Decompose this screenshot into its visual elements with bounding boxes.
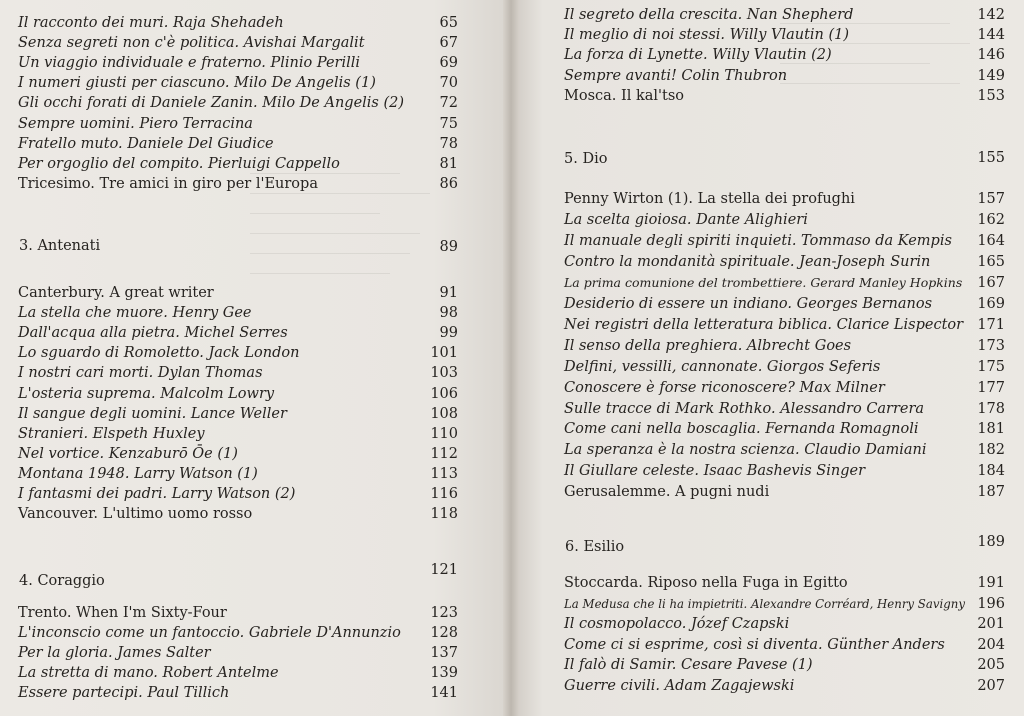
toc-entry (564, 636, 1005, 654)
toc-entry-page-number: 167 (977, 274, 1005, 291)
toc-entry-page-number: 81 (439, 155, 458, 172)
section-page-number: 155 (977, 150, 1005, 166)
toc-entry (564, 462, 1005, 480)
toc-entry-page-number: 184 (977, 463, 1005, 480)
toc-entry-title: L'osteria suprema. Malcolm Lowry (18, 385, 275, 402)
toc-entry-page-number: 157 (977, 191, 1005, 207)
toc-entry-title: Nei registri della letteratura biblica. Clarice Lispector (564, 316, 964, 333)
toc-entry-page-number: 112 (430, 445, 458, 462)
toc-entry (564, 420, 1005, 438)
toc-entry-page-number: 146 (977, 47, 1005, 64)
toc-entry-title: Conoscere è forse riconoscere? Max Milner (564, 379, 885, 396)
toc-entry-page-number: 196 (977, 595, 1005, 612)
toc-entry-title: Delfini, vessilli, cannonate. Giorgos Seferis (564, 358, 881, 375)
toc-entry (564, 26, 1005, 44)
toc-entry-title: Come ci si esprime, così si diventa. Günther Anders (564, 636, 945, 653)
toc-entry-title: Vancouver. L'ultimo uomo rosso (18, 506, 253, 523)
toc-entry-page-number: 182 (977, 442, 1005, 459)
toc-entry-title: Sempre avanti! Colin Thubron (564, 67, 788, 84)
toc-entry-page-number: 108 (430, 405, 458, 422)
toc-entry (564, 483, 1005, 501)
toc-entry (564, 67, 1005, 85)
toc-entry-page-number: 106 (430, 385, 458, 402)
toc-entry (564, 232, 1005, 250)
toc-entry (564, 358, 1005, 376)
toc-entry-page-number: 137 (430, 645, 458, 661)
toc-entry-page-number: 128 (430, 625, 458, 641)
toc-entry (564, 6, 1005, 24)
toc-entry-title: Contro la mondanità spirituale. Jean-Joseph Surin (564, 253, 931, 270)
toc-entry (564, 574, 1005, 592)
toc-entry-page-number: 191 (977, 575, 1005, 591)
toc-entry-title: Dall'acqua alla pietra. Michel Serres (18, 325, 288, 342)
section-heading: 3. Antenati (19, 238, 101, 254)
toc-entry-page-number: 169 (977, 295, 1005, 312)
toc-entry-page-number: 153 (977, 87, 1005, 104)
toc-entry-page-number: 149 (977, 67, 1005, 84)
toc-entry-title: Il manuale degli spiriti inquieti. Tommaso da Kempis (564, 232, 952, 249)
toc-entry-title: L'inconscio come un fantoccio. Gabriele D'Annunzio (18, 625, 401, 641)
toc-entry-title: Lo sguardo di Romoletto. Jack London (18, 345, 300, 362)
toc-entry (564, 46, 1005, 64)
toc-entry-page-number: 205 (977, 657, 1005, 674)
toc-entry-title: Per orgoglio del compito. Pierluigi Cappello (18, 155, 340, 172)
toc-entry (564, 274, 1005, 292)
toc-entry-page-number: 175 (977, 358, 1005, 375)
section-heading: 5. Dio (564, 151, 608, 167)
toc-entry-page-number: 118 (430, 506, 458, 523)
toc-entry-title: Penny Wirton (1). La stella dei profughi (564, 191, 855, 207)
toc-entry-page-number: 72 (439, 95, 458, 112)
toc-entry-page-number: 164 (977, 232, 1005, 249)
toc-entry-title: Il senso della preghiera. Albrecht Goes (564, 337, 852, 354)
toc-entry-title: Il racconto dei muri. Raja Shehadeh (18, 15, 284, 31)
toc-entry-page-number: 162 (977, 211, 1005, 228)
toc-entry-page-number: 75 (439, 115, 458, 132)
toc-entry-page-number: 144 (977, 27, 1005, 44)
toc-entry-title: Gli occhi forati di Daniele Zanin. Milo De Angelis (2) (18, 95, 405, 112)
toc-entry (564, 400, 1005, 418)
toc-entry-page-number: 141 (430, 685, 458, 701)
toc-entry-title: Per la gloria. James Salter (18, 645, 211, 661)
toc-entry-page-number: 91 (439, 285, 458, 301)
toc-entry-page-number: 187 (977, 484, 1005, 501)
toc-entry-title: Montana 1948. Larry Watson (1) (18, 465, 258, 482)
toc-entry-title: La stella che muore. Henry Gee (18, 305, 252, 322)
toc-entry-title: Stoccarda. Riposo nella Fuga in Egitto (564, 575, 848, 591)
toc-entry-title: Fratello muto. Daniele Del Giudice (18, 135, 274, 152)
toc-entry-page-number: 110 (430, 425, 458, 442)
toc-entry-title: I fantasmi dei padri. Larry Watson (2) (18, 486, 296, 502)
toc-entry (564, 615, 1005, 633)
toc-entry-title: Un viaggio individuale e fraterno. Plinio Perilli (18, 55, 361, 72)
toc-entry-page-number: 207 (977, 678, 1005, 694)
toc-entry (564, 211, 1005, 229)
section-page-number: 89 (439, 239, 458, 255)
toc-entry-title: Desiderio di essere un indiano. Georges Bernanos (564, 295, 933, 312)
toc-entry-title: Canterbury. A great writer (18, 285, 214, 301)
toc-entry (564, 295, 1005, 313)
toc-entry (564, 337, 1005, 355)
toc-entry-page-number: 165 (977, 253, 1005, 270)
toc-entry-title: La prima comunione del trombettiere. Gerard Manley Hopkins (564, 274, 963, 290)
toc-entry-title: La scelta gioiosa. Dante Alighieri (564, 211, 808, 228)
toc-entry-title: Il segreto della crescita. Nan Shepherd (564, 7, 854, 23)
toc-entry (564, 656, 1005, 674)
toc-entry (564, 595, 1005, 613)
toc-entry-page-number: 103 (430, 365, 458, 382)
toc-entry (564, 316, 1005, 334)
toc-entry-page-number: 67 (439, 35, 458, 52)
toc-entry-title: La forza di Lynette. Willy Vlautin (2) (564, 47, 832, 64)
toc-entry-page-number: 113 (430, 465, 458, 482)
toc-entry-page-number: 123 (430, 605, 458, 621)
toc-entry-title: La Medusa che li ha impietriti. Alexandre Corréard, Henry Savigny (564, 596, 965, 611)
toc-entry-title: Il cosmopolacco. Józef Czapski (564, 616, 790, 633)
toc-entry-title: Come cani nella boscaglia. Fernanda Romagnoli (564, 421, 919, 438)
toc-entry-page-number: 177 (977, 379, 1005, 396)
toc-entry (564, 253, 1005, 271)
toc-entry-title: Il sangue degli uomini. Lance Weller (18, 405, 287, 422)
toc-entry-page-number: 99 (439, 325, 458, 342)
toc-entry-page-number: 204 (977, 636, 1005, 653)
toc-entry (564, 190, 1005, 208)
toc-entry-title: Tricesimo. Tre amici in giro per l'Europa (18, 175, 318, 192)
toc-entry-title: I nostri cari morti. Dylan Thomas (18, 365, 263, 382)
toc-entry (564, 87, 1005, 105)
toc-entry-title: Mosca. Il kal'tso (564, 87, 685, 104)
toc-entry-page-number: 142 (977, 7, 1005, 23)
toc-entry-title: Trento. When I'm Sixty-Four (18, 605, 227, 621)
toc-entry-title: I numeri giusti per ciascuno. Milo De Angelis (1) (18, 75, 376, 92)
toc-entry-title: La stretta di mano. Robert Antelme (18, 665, 279, 681)
toc-entry-page-number: 78 (439, 135, 458, 152)
toc-entry-title: Il Giullare celeste. Isaac Bashevis Singer (564, 463, 865, 480)
section-page-number: 121 (430, 562, 458, 578)
toc-entry-page-number: 201 (977, 616, 1005, 633)
toc-entry-page-number: 65 (439, 15, 458, 31)
toc-entry-title: Nel vortice. Kenzaburō Ōe (1) (18, 445, 238, 462)
toc-entry-title: Essere partecipi. Paul Tillich (18, 685, 230, 701)
toc-entry-title: Senza segreti non c'è politica. Avishai Margalit (18, 35, 365, 52)
toc-entry (564, 379, 1005, 397)
toc-entry-page-number: 70 (439, 75, 458, 92)
section-heading: 6. Esilio (565, 539, 625, 555)
toc-entry-title: Il falò di Samir. Cesare Pavese (1) (564, 657, 813, 674)
toc-entry (564, 677, 1005, 695)
toc-entry-title: Stranieri. Elspeth Huxley (18, 425, 205, 442)
section-page-number: 189 (977, 534, 1005, 550)
toc-entry-title: Guerre civili. Adam Zagajewski (564, 678, 795, 694)
toc-entry-title: Sempre uomini. Piero Terracina (18, 115, 253, 132)
toc-entry-page-number: 171 (977, 316, 1005, 333)
toc-entry-page-number: 101 (430, 345, 458, 362)
toc-entry-page-number: 86 (439, 175, 458, 192)
section-heading: 4. Coraggio (19, 573, 105, 589)
toc-entry-page-number: 98 (439, 305, 458, 322)
toc-entry-page-number: 139 (430, 665, 458, 681)
toc-entry-title: Sulle tracce di Mark Rothko. Alessandro Carrera (564, 400, 925, 417)
toc-entry-page-number: 69 (439, 55, 458, 72)
toc-entry-page-number: 173 (977, 337, 1005, 354)
toc-entry-title: Gerusalemme. A pugni nudi (564, 484, 770, 501)
toc-entry-title: Il meglio di noi stessi. Willy Vlautin (1) (564, 27, 850, 44)
toc-entry-title: La speranza è la nostra scienza. Claudio Damiani (564, 442, 927, 459)
toc-entry (564, 441, 1005, 459)
toc-entry-page-number: 116 (430, 486, 458, 502)
toc-entry-page-number: 181 (977, 421, 1005, 438)
toc-entry-page-number: 178 (977, 400, 1005, 417)
